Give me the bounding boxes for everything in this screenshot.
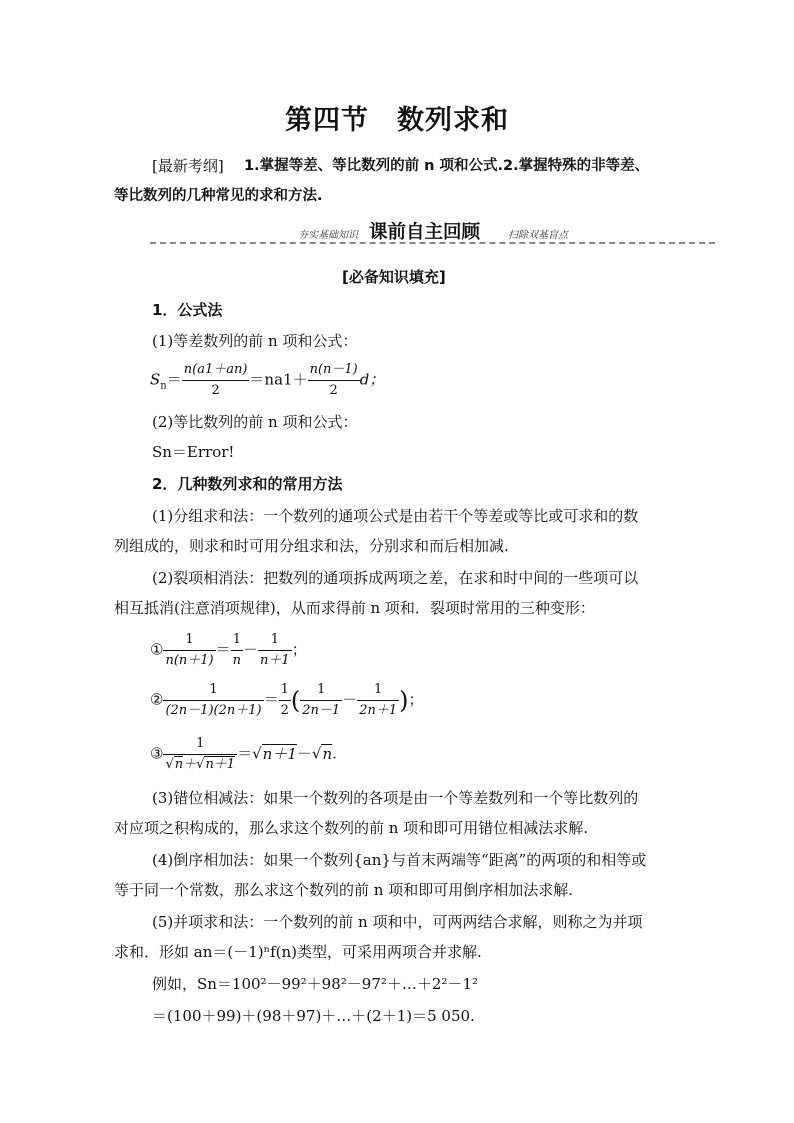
f1-eq: ＝	[166, 370, 182, 389]
e2-b-den: 2n＋1	[357, 700, 399, 721]
s2-p4-line1: (4)倒序相加法：如果一个数列{an}与首末两端等“距离”的两项的和相等或	[152, 851, 647, 869]
example-line-2: ＝(100＋99)＋(98＋97)＋…＋(2＋1)＝5 050.	[152, 1007, 475, 1025]
e1-eq: ＝	[215, 640, 231, 659]
e1-tail: ；	[291, 640, 307, 659]
e3-tail: .	[332, 744, 337, 763]
e3-den: √n＋√n＋1	[163, 754, 237, 775]
s1-p1: (1)等差数列的前 n 项和公式：	[152, 332, 358, 350]
e2-num: 1	[209, 682, 218, 697]
banner-divider	[150, 242, 715, 244]
s2-p2-line1: (2)裂项相消法：把数列的通项拆成两项之差，在求和时中间的一些项可以	[152, 569, 639, 587]
s2-heading: 2．几种数列求和的常用方法	[152, 475, 343, 493]
e2-mark: ②	[150, 690, 164, 709]
e2-left-paren: (	[290, 686, 301, 715]
f1-frac2-den: 2	[308, 380, 360, 401]
e2-eq: ＝	[263, 690, 279, 709]
banner-right-text: 扫除双基盲点	[508, 230, 568, 241]
e2-b-num: 1	[374, 682, 383, 697]
e2-right-paren: )	[399, 686, 409, 715]
e3-eq: ＝	[237, 744, 253, 763]
e2-a-num: 1	[317, 682, 326, 697]
s2-p4-line2: 等于同一个常数，那么求这个数列的前 n 项和即可用倒序相加法求解.	[114, 881, 573, 899]
f1-frac1-den: 2	[182, 380, 250, 401]
f1-lhs-sub: n	[160, 380, 167, 392]
e3-r-b: n	[322, 744, 333, 763]
s2-p1-line1: (1)分组求和法：一个数列的通项公式是由若干个等差或等比或可求和的数	[152, 507, 639, 525]
e1-mark: ①	[150, 640, 164, 659]
outline-tag: [最新考纲]	[152, 157, 224, 175]
section-box-label: [必备知识填充]	[342, 268, 446, 286]
e1-a-den: n	[231, 650, 243, 671]
outline-line-2: 等比数列的几种常见的求和方法.	[114, 188, 323, 204]
formula-geo-sum: Sn＝Error!	[152, 443, 235, 461]
f1-tail: d；	[359, 370, 385, 389]
s2-p3-line1: (3)错位相减法：如果一个数列的各项是由一个等差数列和一个等比数列的	[152, 789, 639, 807]
page-title: 第四节 数列求和	[285, 105, 509, 136]
s2-p5-line1: (5)并项求和法：一个数列的前 n 项和中，可两两结合求解，则称之为并项	[152, 913, 643, 931]
s2-p2-line2: 相互抵消(注意消项规律)，从而求得前 n 项和．裂项时常用的三种变形：	[114, 599, 595, 617]
e1-minus: －	[243, 640, 259, 659]
e3-den-plus: ＋	[183, 757, 197, 772]
e2-tail: ；	[408, 690, 424, 709]
e1-den: n(n＋1)	[163, 650, 215, 671]
e2-den: (2n－1)(2n＋1)	[163, 700, 263, 721]
outline-line-1: 1.掌握等差、等比数列的前 n 项和公式.2.掌握特殊的非等差、	[244, 158, 650, 174]
e1-b-num: 1	[270, 632, 279, 647]
s1-heading: 1．公式法	[152, 301, 223, 319]
s2-p1-line2: 列组成的，则求和时可用分组求和法，分别求和而后相加减.	[114, 537, 509, 555]
f1-frac1-num: n(a1＋an)	[183, 362, 248, 377]
e2-a-den: 2n－1	[300, 700, 342, 721]
e3-den-a: n	[174, 757, 184, 772]
e3-r-a: n＋1	[262, 744, 297, 763]
e1-b-den: n＋1	[258, 650, 292, 671]
e1-a-num: 1	[232, 632, 241, 647]
e3-mark: ③	[150, 744, 164, 763]
formula-split-2	[150, 680, 424, 721]
e3-r-minus: －	[296, 744, 312, 763]
f1-frac2-num: n(n－1)	[309, 362, 358, 377]
formula-split-1	[150, 630, 307, 671]
e3-num: 1	[196, 736, 205, 751]
e2-minus: －	[342, 690, 358, 709]
f1-lhs: S	[150, 370, 161, 389]
e2-c-num: 1	[280, 682, 289, 697]
s1-p2: (2)等比数列的前 n 项和公式：	[152, 413, 358, 431]
example-line-1: 例如，Sn＝100²－99²＋98²－97²＋…＋2²－1²	[152, 975, 478, 993]
e2-c-den: 2	[279, 700, 291, 721]
f1-mid: ＝na1＋	[249, 370, 308, 389]
e3-den-b: n＋1	[205, 757, 236, 772]
formula-split-3: ③ $\frac{1}{√n+√n+1}$ ＝√n＋1－√n.	[150, 734, 337, 775]
s2-p3-line2: 对应项之积构成的，那么求这个数列的前 n 项和即可用错位相减法求解.	[114, 819, 588, 837]
formula-arith-sum	[150, 360, 384, 401]
s2-p5-line2: 求和．形如 an＝(－1)ⁿf(n)类型，可采用两项合并求解.	[114, 943, 482, 961]
banner-title: 课前自主回顾	[369, 222, 481, 243]
e1-num: 1	[185, 632, 194, 647]
banner-left-text: 夯实基础知识	[298, 230, 358, 241]
